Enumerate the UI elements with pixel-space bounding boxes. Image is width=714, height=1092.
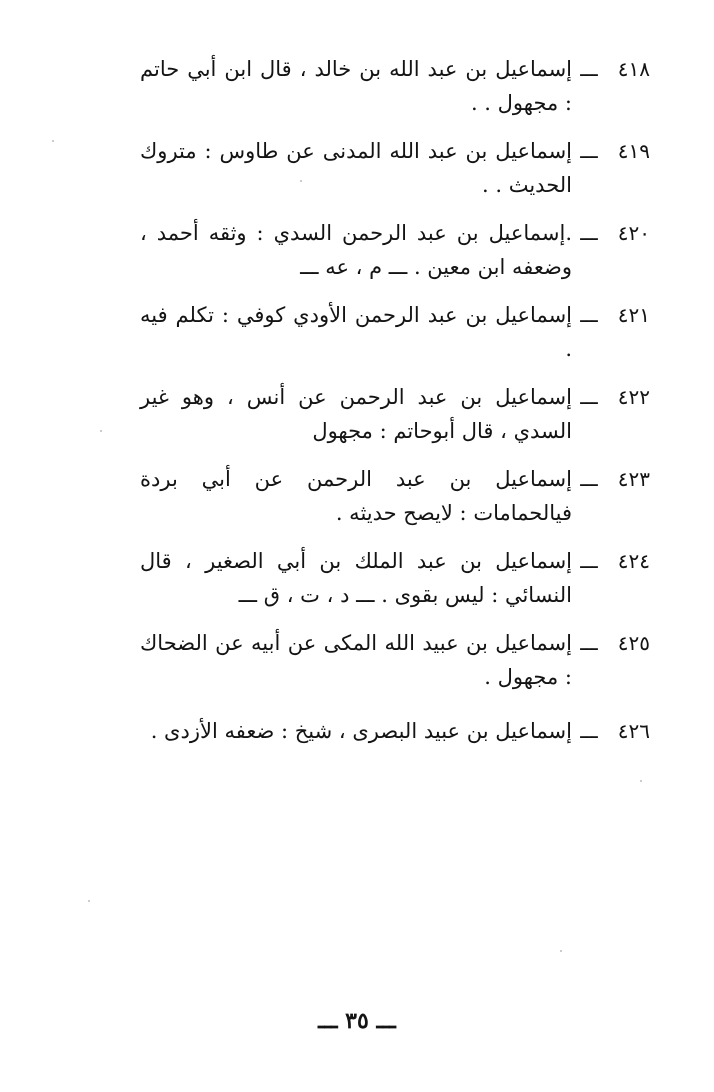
entry-dash: ـــ	[580, 221, 598, 245]
entry-number: ٤١٩	[617, 139, 650, 163]
entry-number: ٤١٨	[617, 57, 650, 81]
entry-420	[140, 216, 650, 284]
scan-speck	[88, 900, 90, 902]
page-number: ـــ ٣٥ ـــ	[318, 1008, 396, 1034]
scan-speck	[300, 180, 302, 182]
entry-text: إسماعيل بن عبيد الله المكى عن أبيه عن الضحاك : مجهول .	[140, 631, 572, 689]
entry-421	[140, 298, 650, 366]
entry-dash: ـــ	[580, 303, 598, 327]
entry-text: إسماعيل بن عبد الله المدنى عن طاوس : متروك الحديث . .	[140, 139, 572, 197]
entry-number: ٤٢٦	[617, 719, 650, 743]
entry-text: إسماعيل بن عبيد البصرى ، شيخ : ضعفه الأزدى .	[150, 719, 572, 743]
entry-dash: ـــ	[580, 57, 598, 81]
entry-list	[140, 52, 650, 762]
entry-number: ٤٢٤	[617, 549, 650, 573]
entry-text: إسماعيل بن عبد الله بن خالد ، قال ابن أبي حاتم : مجهول . .	[140, 57, 572, 115]
entry-text: إسماعيل بن عبد الرحمن الأودي كوفي : تكلم فيه .	[140, 303, 572, 361]
entry-426	[140, 714, 650, 748]
entry-number: ٤٢١	[617, 303, 650, 327]
scan-speck	[100, 430, 102, 432]
scan-speck	[640, 780, 642, 782]
scan-speck	[560, 950, 562, 952]
entry-text: .إسماعيل بن عبد الرحمن السدي : وثقه أحمد ، وضعفه ابن معين . ـــ م ، عه ـــ	[140, 221, 572, 279]
entry-number: ٤٢٥	[617, 631, 650, 655]
entry-418	[140, 52, 650, 120]
entry-422	[140, 380, 650, 448]
entry-dash: ـــ	[580, 139, 598, 163]
entry-text: إسماعيل بن عبد الملك بن أبي الصغير ، قال النسائي : ليس بقوى . ـــ د ، ت ، ق ـــ	[140, 549, 572, 607]
entry-419	[140, 134, 650, 202]
entry-424	[140, 544, 650, 612]
entry-dash: ـــ	[580, 549, 598, 573]
entry-number: ٤٢٠	[617, 221, 650, 245]
entry-dash: ـــ	[580, 467, 598, 491]
entry-425	[140, 626, 650, 694]
entry-text: إسماعيل بن عبد الرحمن عن أبي بردة فيالحمامات : لايصح حديثه .	[140, 467, 572, 525]
entry-dash: ـــ	[580, 385, 598, 409]
entry-423	[140, 462, 650, 530]
entry-dash: ـــ	[580, 719, 598, 743]
scan-speck	[52, 140, 54, 142]
entry-number: ٤٢٣	[617, 467, 650, 491]
entry-number: ٤٢٢	[617, 385, 650, 409]
entry-text: إسماعيل بن عبد الرحمن عن أنس ، وهو غير السدي ، قال أبوحاتم : مجهول	[140, 385, 572, 443]
entry-dash: ـــ	[580, 631, 598, 655]
